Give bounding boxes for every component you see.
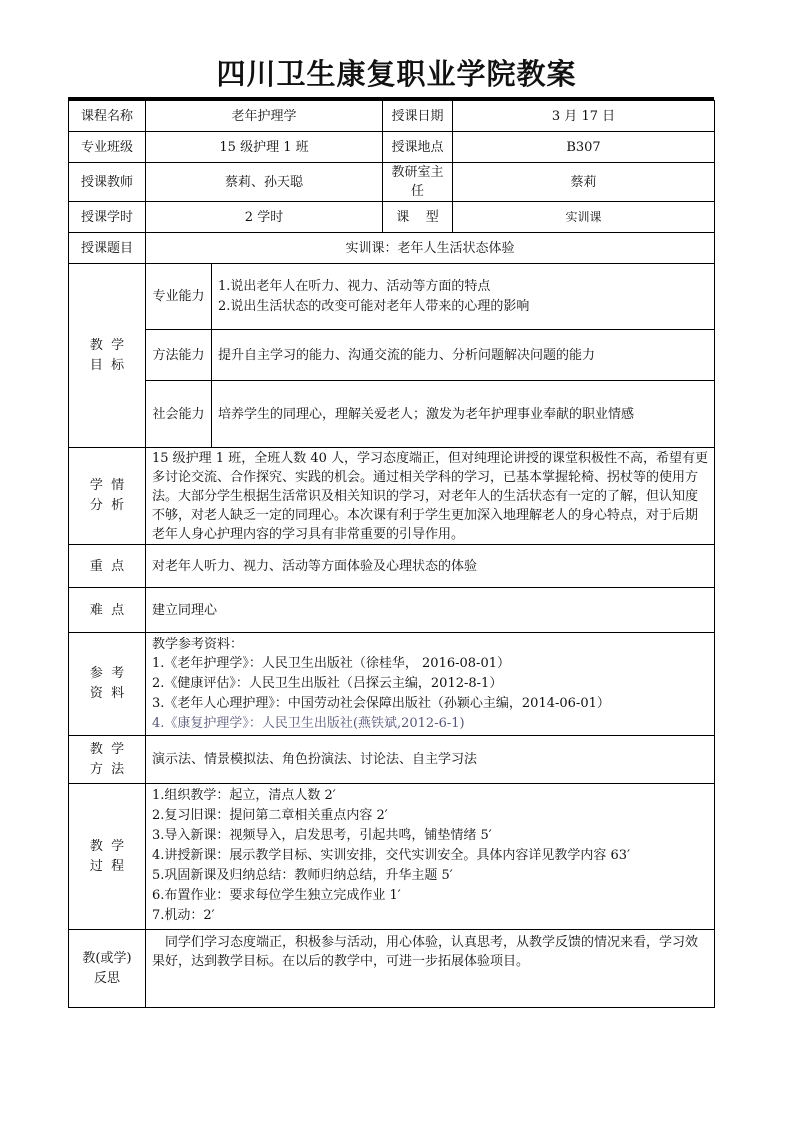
teacher-value: 蔡莉、孙天聪 <box>146 163 383 202</box>
document-title: 四川卫生康复职业学院教案 <box>216 57 577 91</box>
objectives-label-line2: 目 标 <box>89 357 125 373</box>
process-label-line2: 过 程 <box>89 858 125 874</box>
social-text: 培养学生的同理心，理解关爱老人；激发为老年护理事业奉献的职业情感 <box>212 381 715 448</box>
course-label: 课程名称 <box>69 101 146 132</box>
difficulty-label: 难 点 <box>69 588 146 633</box>
process-content <box>146 784 715 930</box>
type-value: 实训课 <box>453 202 715 233</box>
date-value: 3 月 17 日 <box>453 101 715 132</box>
analysis-label-line2: 分 析 <box>89 498 125 513</box>
objectives-label <box>69 264 146 448</box>
row-reflection <box>69 930 715 1008</box>
references-label-line1: 参 考 <box>89 666 125 681</box>
row-methods <box>69 736 715 784</box>
references-heading: 教学参考资料： <box>152 637 244 652</box>
process-item: 4.讲授新课：展示教学目标、实训安排，交代实训安全。具体内容详见教学内容 63′ <box>152 848 631 863</box>
reflection-label <box>69 930 146 1008</box>
method-text: 提升自主学习的能力、沟通交流的能力、分析问题解决问题的能力 <box>212 330 715 381</box>
references-content <box>146 633 715 736</box>
teacher-label: 授课教师 <box>69 163 146 202</box>
hours-value: 2 学时 <box>146 202 383 233</box>
row-difficulty <box>69 588 715 633</box>
row-references <box>69 633 715 736</box>
date-label: 授课日期 <box>383 101 453 132</box>
row-process <box>69 784 715 930</box>
reflection-label-line2: 反思 <box>93 970 120 986</box>
methods-label <box>69 736 146 784</box>
methods-text: 演示法、情景模拟法、角色扮演法、讨论法、自主学习法 <box>146 736 715 784</box>
row-objective-method <box>69 330 715 381</box>
difficulty-text: 建立同理心 <box>146 588 715 633</box>
analysis-label <box>69 448 146 545</box>
professional-item: 2.说出生活状态的改变可能对老年人带来的心理的影响 <box>218 298 530 314</box>
professional-label: 专业能力 <box>146 264 212 330</box>
process-label <box>69 784 146 930</box>
reference-item: 3.《老年人心理护理》：中国劳动社会保障出版社（孙颖心主编，2014-06-01） <box>152 696 610 711</box>
course-value: 老年护理学 <box>146 101 383 132</box>
place-value: B307 <box>453 132 715 163</box>
class-label: 专业班级 <box>69 132 146 163</box>
objectives-label-line1: 教 学 <box>89 337 125 353</box>
process-item: 6.布置作业：要求每位学生独立完成作业 1′ <box>152 888 401 903</box>
director-value: 蔡莉 <box>453 163 715 202</box>
reference-item: 2.《健康评估》：人民卫生出版社（吕探云主编，2012-8-1） <box>152 676 503 691</box>
professional-content <box>212 264 715 330</box>
process-label-line1: 教 学 <box>89 838 125 854</box>
analysis-text: 15 级护理 1 班，全班人数 40 人，学习态度端正，但对纯理论讲授的课堂积极性不高，希望有更多讨论交流、合作探究、实践的机会。通过相关学科的学习，已基本掌握轮椅、拐杖等的使用方法。大部分学生根据生活常识及相关知识的学习，对老年人的生活状态有一定的了解，但认知度不够，对老人缺乏一定的同理心。本次课有利于学生更加深入地理解老人的身心特点，对于后期老年人身心护理内容的学习具有非常重要的引导作用。 <box>146 448 715 545</box>
process-item: 7.机动：2′ <box>152 908 215 923</box>
process-item: 1.组织教学：起立，清点人数 2′ <box>152 788 336 803</box>
social-label: 社会能力 <box>146 381 212 448</box>
row-course <box>69 101 715 132</box>
place-label: 授课地点 <box>383 132 453 163</box>
analysis-label-line1: 学 情 <box>89 478 125 493</box>
row-topic <box>69 233 715 264</box>
methods-label-line1: 教 学 <box>89 741 125 757</box>
method-label: 方法能力 <box>146 330 212 381</box>
reference-item: 1.《老年护理学》：人民卫生出版社（徐桂华， 2016-08-01） <box>152 656 510 671</box>
reflection-label-line1: 教(或学) <box>82 950 132 966</box>
reflection-text: 同学们学习态度端正，积极参与活动，用心体验，认真思考，从教学反馈的情况来看，学习效果好，达到教学目标。在以后的教学中，可进一步拓展体验项目。 <box>146 930 715 1008</box>
class-value: 15 级护理 1 班 <box>146 132 383 163</box>
key-point-text: 对老年人听力、视力、活动等方面体验及心理状态的体验 <box>146 545 715 588</box>
references-label <box>69 633 146 736</box>
row-objective-professional <box>69 264 715 330</box>
row-objective-social <box>69 381 715 448</box>
key-point-label: 重 点 <box>69 545 146 588</box>
professional-item: 1.说出老年人在听力、视力、活动等方面的特点 <box>218 278 491 294</box>
topic-label: 授课题目 <box>69 233 146 264</box>
process-item: 2.复习旧课：提问第二章相关重点内容 2′ <box>152 808 388 823</box>
hours-label: 授课学时 <box>69 202 146 233</box>
row-analysis <box>69 448 715 545</box>
topic-value: 实训课：老年人生活状态体验 <box>146 233 715 264</box>
process-item: 3.导入新课：视频导入，启发思考，引起共鸣，铺垫情绪 5′ <box>152 828 492 843</box>
row-hours <box>69 202 715 233</box>
reference-item: 4.《康复护理学》：人民卫生出版社(燕铁斌,2012-6-1) <box>152 716 465 731</box>
type-label: 课 型 <box>383 202 453 233</box>
row-key-point <box>69 545 715 588</box>
methods-label-line2: 方 法 <box>89 761 125 777</box>
process-item: 5.巩固新课及归纳总结：教师归纳总结，升华主题 5′ <box>152 868 453 883</box>
row-teacher <box>69 163 715 202</box>
director-label: 教研室主任 <box>383 163 453 202</box>
lesson-plan-table <box>68 100 715 1008</box>
row-class <box>69 132 715 163</box>
references-label-line2: 资 料 <box>89 686 125 701</box>
